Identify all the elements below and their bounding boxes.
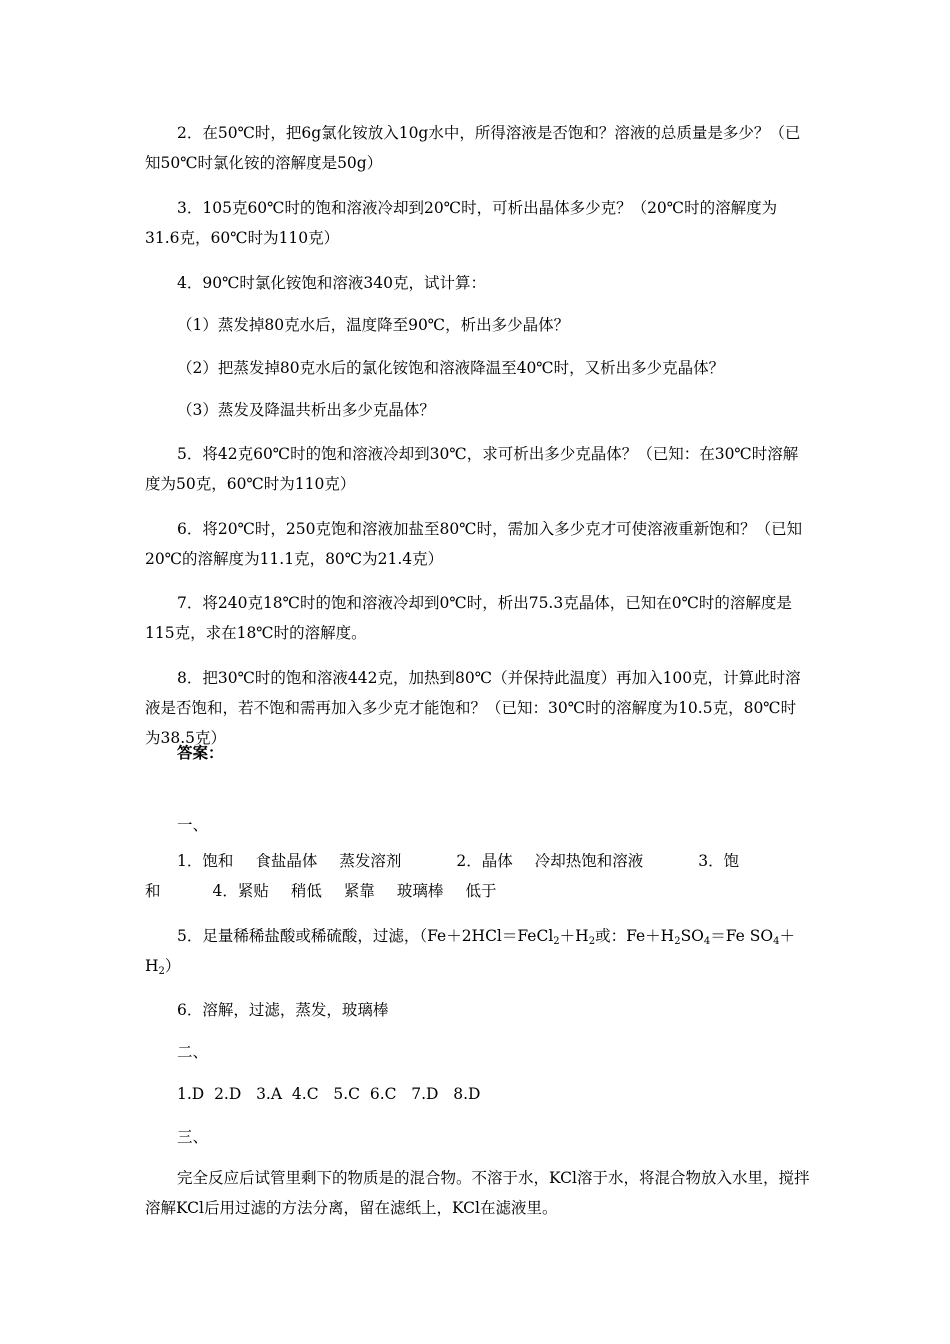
question-4: 4．90℃时氯化铵饱和溶液340克，试计算： (177, 274, 487, 292)
answer-4c: 紧靠 (343, 882, 375, 900)
multiple-choice-answers: 1.D 2.D 3.A 4.C 5.C 6.C 7.D 8.D (177, 1085, 481, 1103)
answer-4d: 玻璃棒 (396, 882, 444, 900)
answers-title: 答案： (177, 743, 224, 762)
question-2: 2．在50℃时，把6g氯化铵放入10g水中，所得溶液是否饱和？溶液的总质量是多少？（已知50℃时氯化铵的溶解度是50g） (145, 124, 801, 172)
answer-6: 6．溶解，过滤，蒸发，玻璃棒 (177, 1001, 389, 1019)
question-4-part-3: （3）蒸发及降温共析出多少克晶体？ (177, 401, 435, 419)
answer-2b: 冷却热饱和溶液 (534, 852, 644, 870)
answer-2a: 2．晶体 (456, 852, 513, 870)
question-7: 7．将240克18℃时的饱和溶液冷却到0℃时，析出75.3克晶体，已知在0℃时的溶解度是115克，求在18℃时的溶解度。 (145, 594, 792, 642)
section-one-heading: 一、 (177, 816, 209, 834)
question-4-part-1: （1）蒸发掉80克水后，温度降至90℃，析出多少晶体？ (177, 316, 570, 334)
answer-4b: 稍低 (290, 882, 322, 900)
question-8: 8．把30℃时的饱和溶液442克，加热到80℃（并保持此温度）再加入100克，计算此时溶液是否饱和，若不饱和需再加入多少克才能饱和？（已知：30℃时的溶解度为10.5克，80℃时为38.5克） (145, 669, 801, 747)
question-3: 3．105克60℃时的饱和溶液冷却到20℃时，可析出晶体多少克？（20℃时的溶解度为31.6克，60℃时为110克） (145, 199, 778, 247)
answer-1b: 食盐晶体 (255, 852, 318, 870)
answer-3b: 和 (145, 882, 161, 900)
answer-1c: 蒸发溶剂 (339, 852, 402, 870)
answer-4a: 4．紧贴 (212, 882, 269, 900)
answer-5: 5．足量稀稀盐酸或稀硫酸，过滤，（$Fe+2HCl=FeCl_2+H_2$或：$Fe+H_2SO_4=Fe$ $SO_4+H_2$） (145, 927, 795, 977)
answer-section-three-text: 完全反应后试管里剩下的物质是的混合物。不溶于水，KCl溶于水，将混合物放入水里，搅拌溶解KCl后用过滤的方法分离，留在滤纸上，KCl在滤液里。 (145, 1169, 810, 1217)
answer-line-2 (145, 876, 496, 906)
question-4-part-2: （2）把蒸发掉80克水后的氯化铵饱和溶液降温至40℃时，又析出多少克晶体？ (177, 359, 725, 377)
section-two-heading: 二、 (177, 1043, 209, 1061)
answer-1a: 1．饱和 (177, 852, 234, 870)
section-three-heading: 三、 (177, 1128, 209, 1146)
question-5: 5．将42克60℃时的饱和溶液冷却到30℃，求可析出多少克晶体？（已知：在30℃时溶解度为50克，60℃时为110克） (145, 445, 799, 493)
answer-3a: 3．饱 (698, 852, 740, 870)
answer-line-1 (177, 846, 739, 876)
answer-4e: 低于 (465, 882, 497, 900)
question-6: 6．将20℃时，250克饱和溶液加盐至80℃时，需加入多少克才可使溶液重新饱和？（已知20℃的溶解度为11.1克，80℃为21.4克） (145, 520, 803, 568)
